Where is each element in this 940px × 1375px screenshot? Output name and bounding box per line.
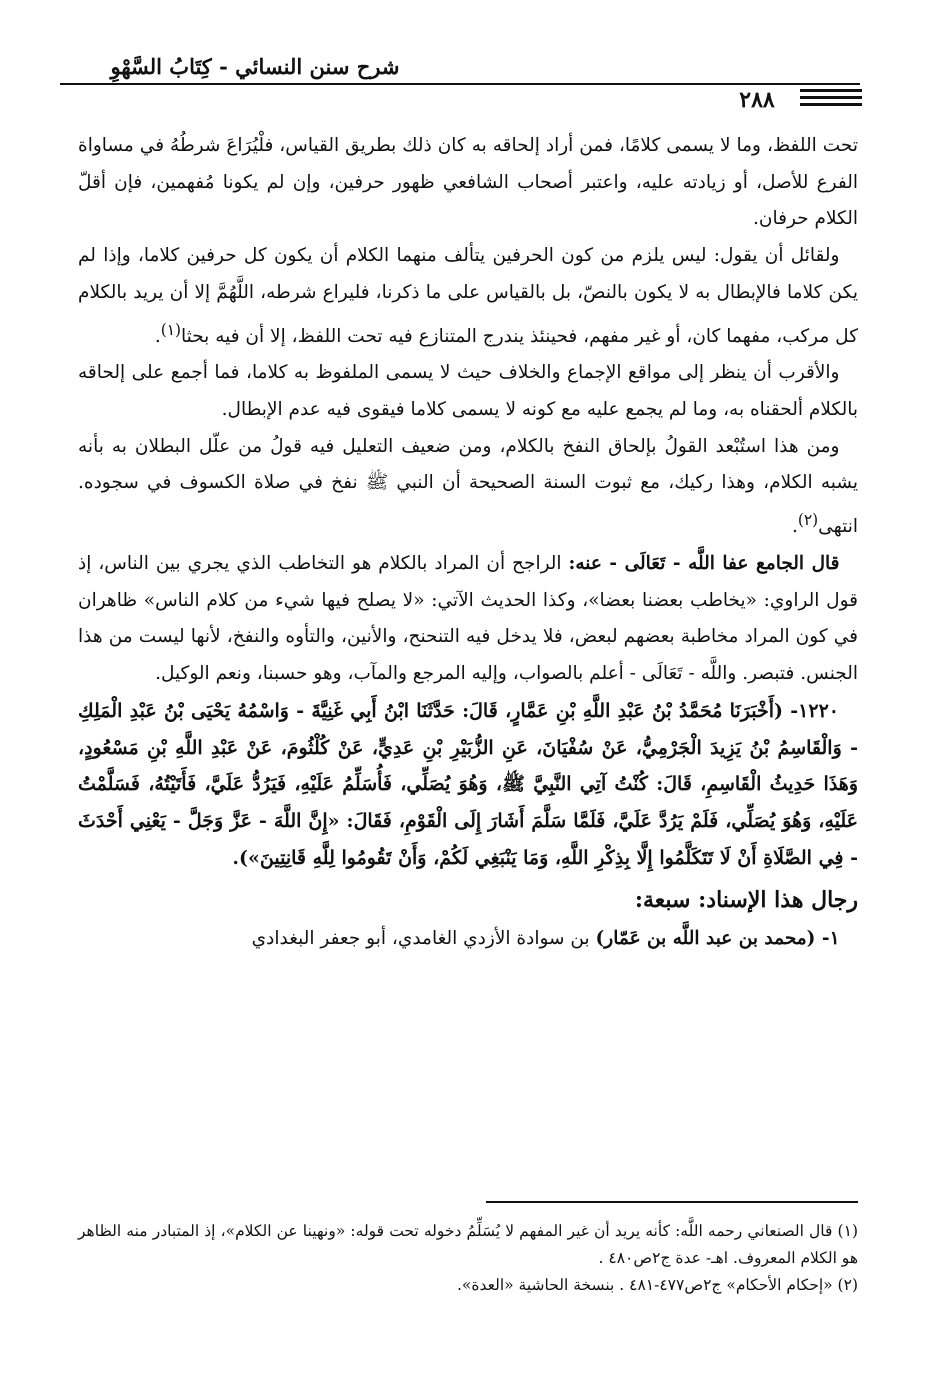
footnote: (١) قال الصنعاني رحمه اللَّه: كأنه يريد أن غير المفهم لا يُسَلِّمُ دخوله تحت قوله: «ونهينا عن الكلام»، إذ المتبادر منه الظاهر هو الكلام المعروف. اهـ- عدة ج٢ص٤٨٠ . [78,1222,858,1267]
running-header-title: شرح سنن النسائي - كِتَابُ السَّهْوِ [110,54,400,79]
page-number: ٢٨٨ [739,87,775,113]
body-text [78,128,858,958]
narrator-entry: ١- (محمد بن عبد اللَّه بن عَمّار) بن سوادة الأزدي الغامدي، أبو جعفر البغدادي [251,927,840,949]
paragraph: تحت اللفظ، وما لا يسمى كلامًا، فمن أراد إلحاقه به كان ذلك بطريق القياس، فلْيُرَاعَ شرطُهُ في مساواة الفرع للأصل، أو زيادته عليه، واعتبر أصحاب الشافعي ظهور حرفين، وإن لم يكونا مُفهمين، فإن أقلّ الكلام حرفان. [78,135,858,230]
footnote: (٢) «إحكام الأحكام» ج٢ص٤٧٧-٤٨١ . بنسخة الحاشية «العدة». [456,1276,858,1294]
header-rule [60,83,860,85]
footnotes [78,1218,858,1299]
jami-commentary: قال الجامع عفا اللَّه - تَعَالَى - عنه: الراجح أن المراد بالكلام هو التخاطب الذي يجري بين الناس، إذ قول الراوي: «يخاطب بعضنا بعضا»، وكذا الحديث الآتي: «لا يصلح فيها شيء من كلام الناس» ظاهران في كون المراد مخاطبة بعضهم لبعض، فلا يدخل فيه التنحنح، والأنين، والتأوه والنفخ، لأنها ليست من هذا الجنس. فتبصر. واللَّه - تَعَالَى - أعلم بالصواب، وإليه المرجع والمآب، وهو حسبنا، ونعم الوكيل. [78,553,858,685]
paragraph: والأقرب أن ينظر إلى مواقع الإجماع والخلاف حيث لا يسمى الملفوظ به كلاما، فما أجمع على إلحاقه بالكلام ألحقناه به، وما لم يجمع عليه مع كونه لا يسمى كلاما فيقوى فيه عدم الإبطال. [78,362,858,421]
paragraph: ولقائل أن يقول: ليس يلزم من كون الحرفين يتألف منهما الكلام أن يكون كل حرفين كلاما، وإذا لم يكن كلاما فالإبطال به لا يكون بالنصّ، بل بالقياس على ما ذكرنا، فليراع شرطه، اللَّهُمَّ إلا أن يريد بالكلام كل مركب، مفهما كان، أو غير مفهم، فحينئذ يندرج المتنازع فيه تحت اللفظ، إلا أن فيه بحثا$^{(١)}$. [78,245,858,347]
paragraph: ومن هذا استُبْعد القولُ بإلحاق النفخ بالكلام، ومن ضعيف التعليل فيه قولُ من علّل البطلان به بأنه يشبه الكلام، وهذا ركيك، مع ثبوت السنة الصحيحة أن النبي ﷺ نفخ في صلاة الكسوف في سجوده. انتهى$^{(٢)}$. [78,435,858,538]
footnote-marker: (١) [160,320,182,339]
footnote-marker: (٢) [797,511,819,530]
footnote-rule [486,1201,858,1203]
section-title: رجال هذا الإسناد: سبعة: [634,886,858,913]
narrator-name: ١- (محمد بن عبد اللَّه بن عَمّار) [595,927,840,949]
hadith-text: ١٢٢٠- (أَخْبَرَنَا مُحَمَّدُ بْنُ عَبْدِ اللَّهِ بْنِ عَمَّارٍ، قَالَ: حَدَّثَنَا ابْنُ أَبِي غَنِيَّةَ - وَاسْمُهُ يَحْيَى بْنُ عَبْدِ الْمَلِكِ - وَالْقَاسِمُ بْنُ يَزِيدَ الْجَرْمِيُّ، عَنْ سُفْيَانَ، عَنِ الزُّبَيْرِ بْنِ عَدِيٍّ، عَنْ كُلْثُومَ، عَنْ عَبْدِ اللَّهِ بْنِ مَسْعُودٍ، وَهَذَا حَدِيثُ الْقَاسِمِ، قَالَ: كُنْتُ آتِي النَّبِيَّ ﷺ، وَهُوَ يُصَلِّي، فَأُسَلِّمُ عَلَيْهِ، فَيَرُدُّ عَلَيَّ، فَأَتَيْتُهُ، فَسَلَّمْتُ عَلَيْهِ، وَهُوَ يُصَلِّي، فَلَمْ يَرُدَّ عَلَيَّ، فَلَمَّا سَلَّمَ أَشَارَ إِلَى الْقَوْمِ، فَقَالَ: «إِنَّ اللَّهَ - عَزَّ وَجَلَّ - يَعْنِي أَحْدَثَ - فِي الصَّلَاةِ أَنْ لَا تَتَكَلَّمُوا إِلَّا بِذِكْرِ اللَّهِ، وَمَا يَنْبَغِي لَكُمْ، وَأَنْ تَقُومُوا لِلَّهِ قَانِتِينَ»). [78,699,858,870]
header-decorative-bars [800,89,862,110]
jami-lead: قال الجامع عفا اللَّه - تَعَالَى - عنه: [568,553,840,575]
